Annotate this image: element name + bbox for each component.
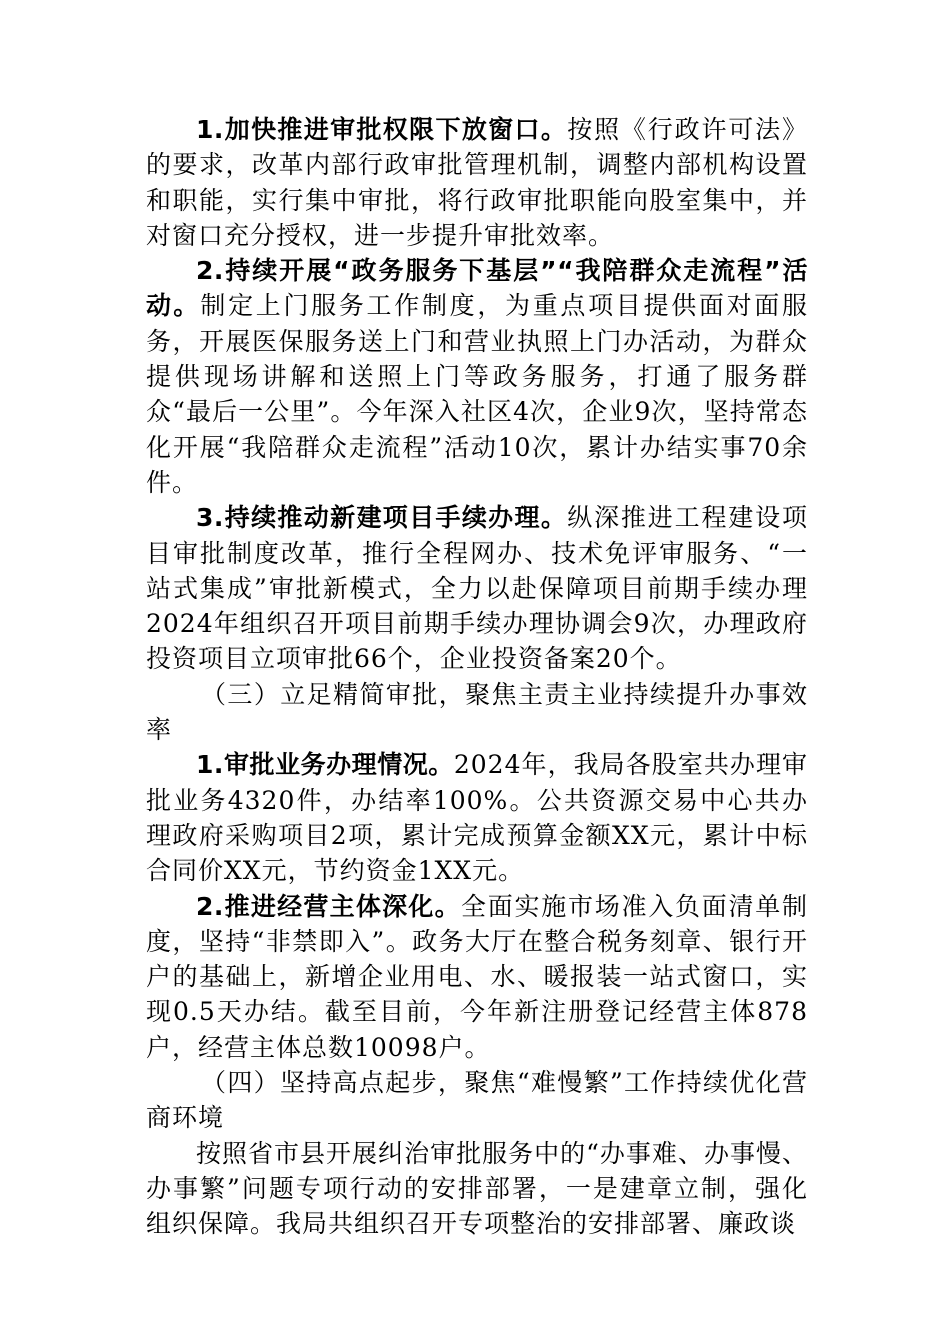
paragraph-1-lead: 1.加快推进审批权限下放窗口。 bbox=[196, 115, 568, 144]
paragraph-4-lead: 1.审批业务办理情况。 bbox=[196, 750, 454, 780]
document-page bbox=[146, 112, 808, 1242]
paragraph-6 bbox=[146, 1136, 808, 1242]
paragraph-3-body: 纵深推进工程建设项目审批制度改革，推行全程网办、技术免评审服务、“一站式集成”审批新模式，全力以赴保障项目前期手续办理2024年组织召开项目前期手续办理协调会9次，办理政府投资项目立项审批66个，企业投资备案20个。 bbox=[146, 503, 808, 674]
paragraph-5 bbox=[146, 889, 808, 1065]
paragraph-1 bbox=[146, 112, 808, 253]
paragraph-6-body: 按照省市县开展纠治审批服务中的“办事难、办事慢、办事繁”问题专项行动的安排部署，一是建章立制，强化组织保障。我局共组织召开专项整治的安排部署、廉政谈 bbox=[146, 1138, 808, 1239]
section-heading-4: （四）坚持高点起步，聚焦“难慢繁”工作持续优化营商环境 bbox=[146, 1068, 808, 1133]
section-heading-3: （三）立足精简审批，聚焦主责主业持续提升办事效率 bbox=[146, 679, 808, 745]
paragraph-2 bbox=[146, 253, 808, 500]
paragraph-5-lead: 2.推进经营主体深化。 bbox=[196, 891, 461, 921]
paragraph-4 bbox=[146, 747, 808, 888]
paragraph-4-body: 2024年，我局各股室共办理审批业务4320件，办结率100%。公共资源交易中心共办理政府采购项目2项，累计完成预算金额XX元，累计中标合同价XX元，节约资金1XX元。 bbox=[146, 750, 808, 886]
paragraph-5-body: 全面实施市场准入负面清单制度，坚持“非禁即入”。政务大厅在整合税务刻章、银行开户的基础上，新增企业用电、水、暖报装一站式窗口，实现0.5天办结。截至目前，今年新注册登记经营主体878户，经营主体总数10098户。 bbox=[146, 891, 808, 1062]
paragraph-2-body: 制定上门服务工作制度，为重点项目提供面对面服务，开展医保服务送上门和营业执照上门办活动，为群众提供现场讲解和送照上门等政务服务，打通了服务群众“最后一公里”。今年深入社区4次，企业9次，坚持常态化开展“我陪群众走流程”活动10次，累计办结实事70余件。 bbox=[146, 291, 808, 497]
paragraph-1-body: 按照《行政许可法》的要求，改革内部行政审批管理机制，调整内部机构设置和职能，实行集中审批，将行政审批职能向股室集中，并对窗口充分授权，进一步提升审批效率。 bbox=[146, 115, 808, 250]
paragraph-2-lead: 2.持续开展“政务服务下基层”“我陪群众走流程”活动。 bbox=[146, 256, 808, 321]
paragraph-3-lead: 3.持续推动新建项目手续办理。 bbox=[196, 503, 568, 533]
paragraph-3 bbox=[146, 500, 808, 676]
